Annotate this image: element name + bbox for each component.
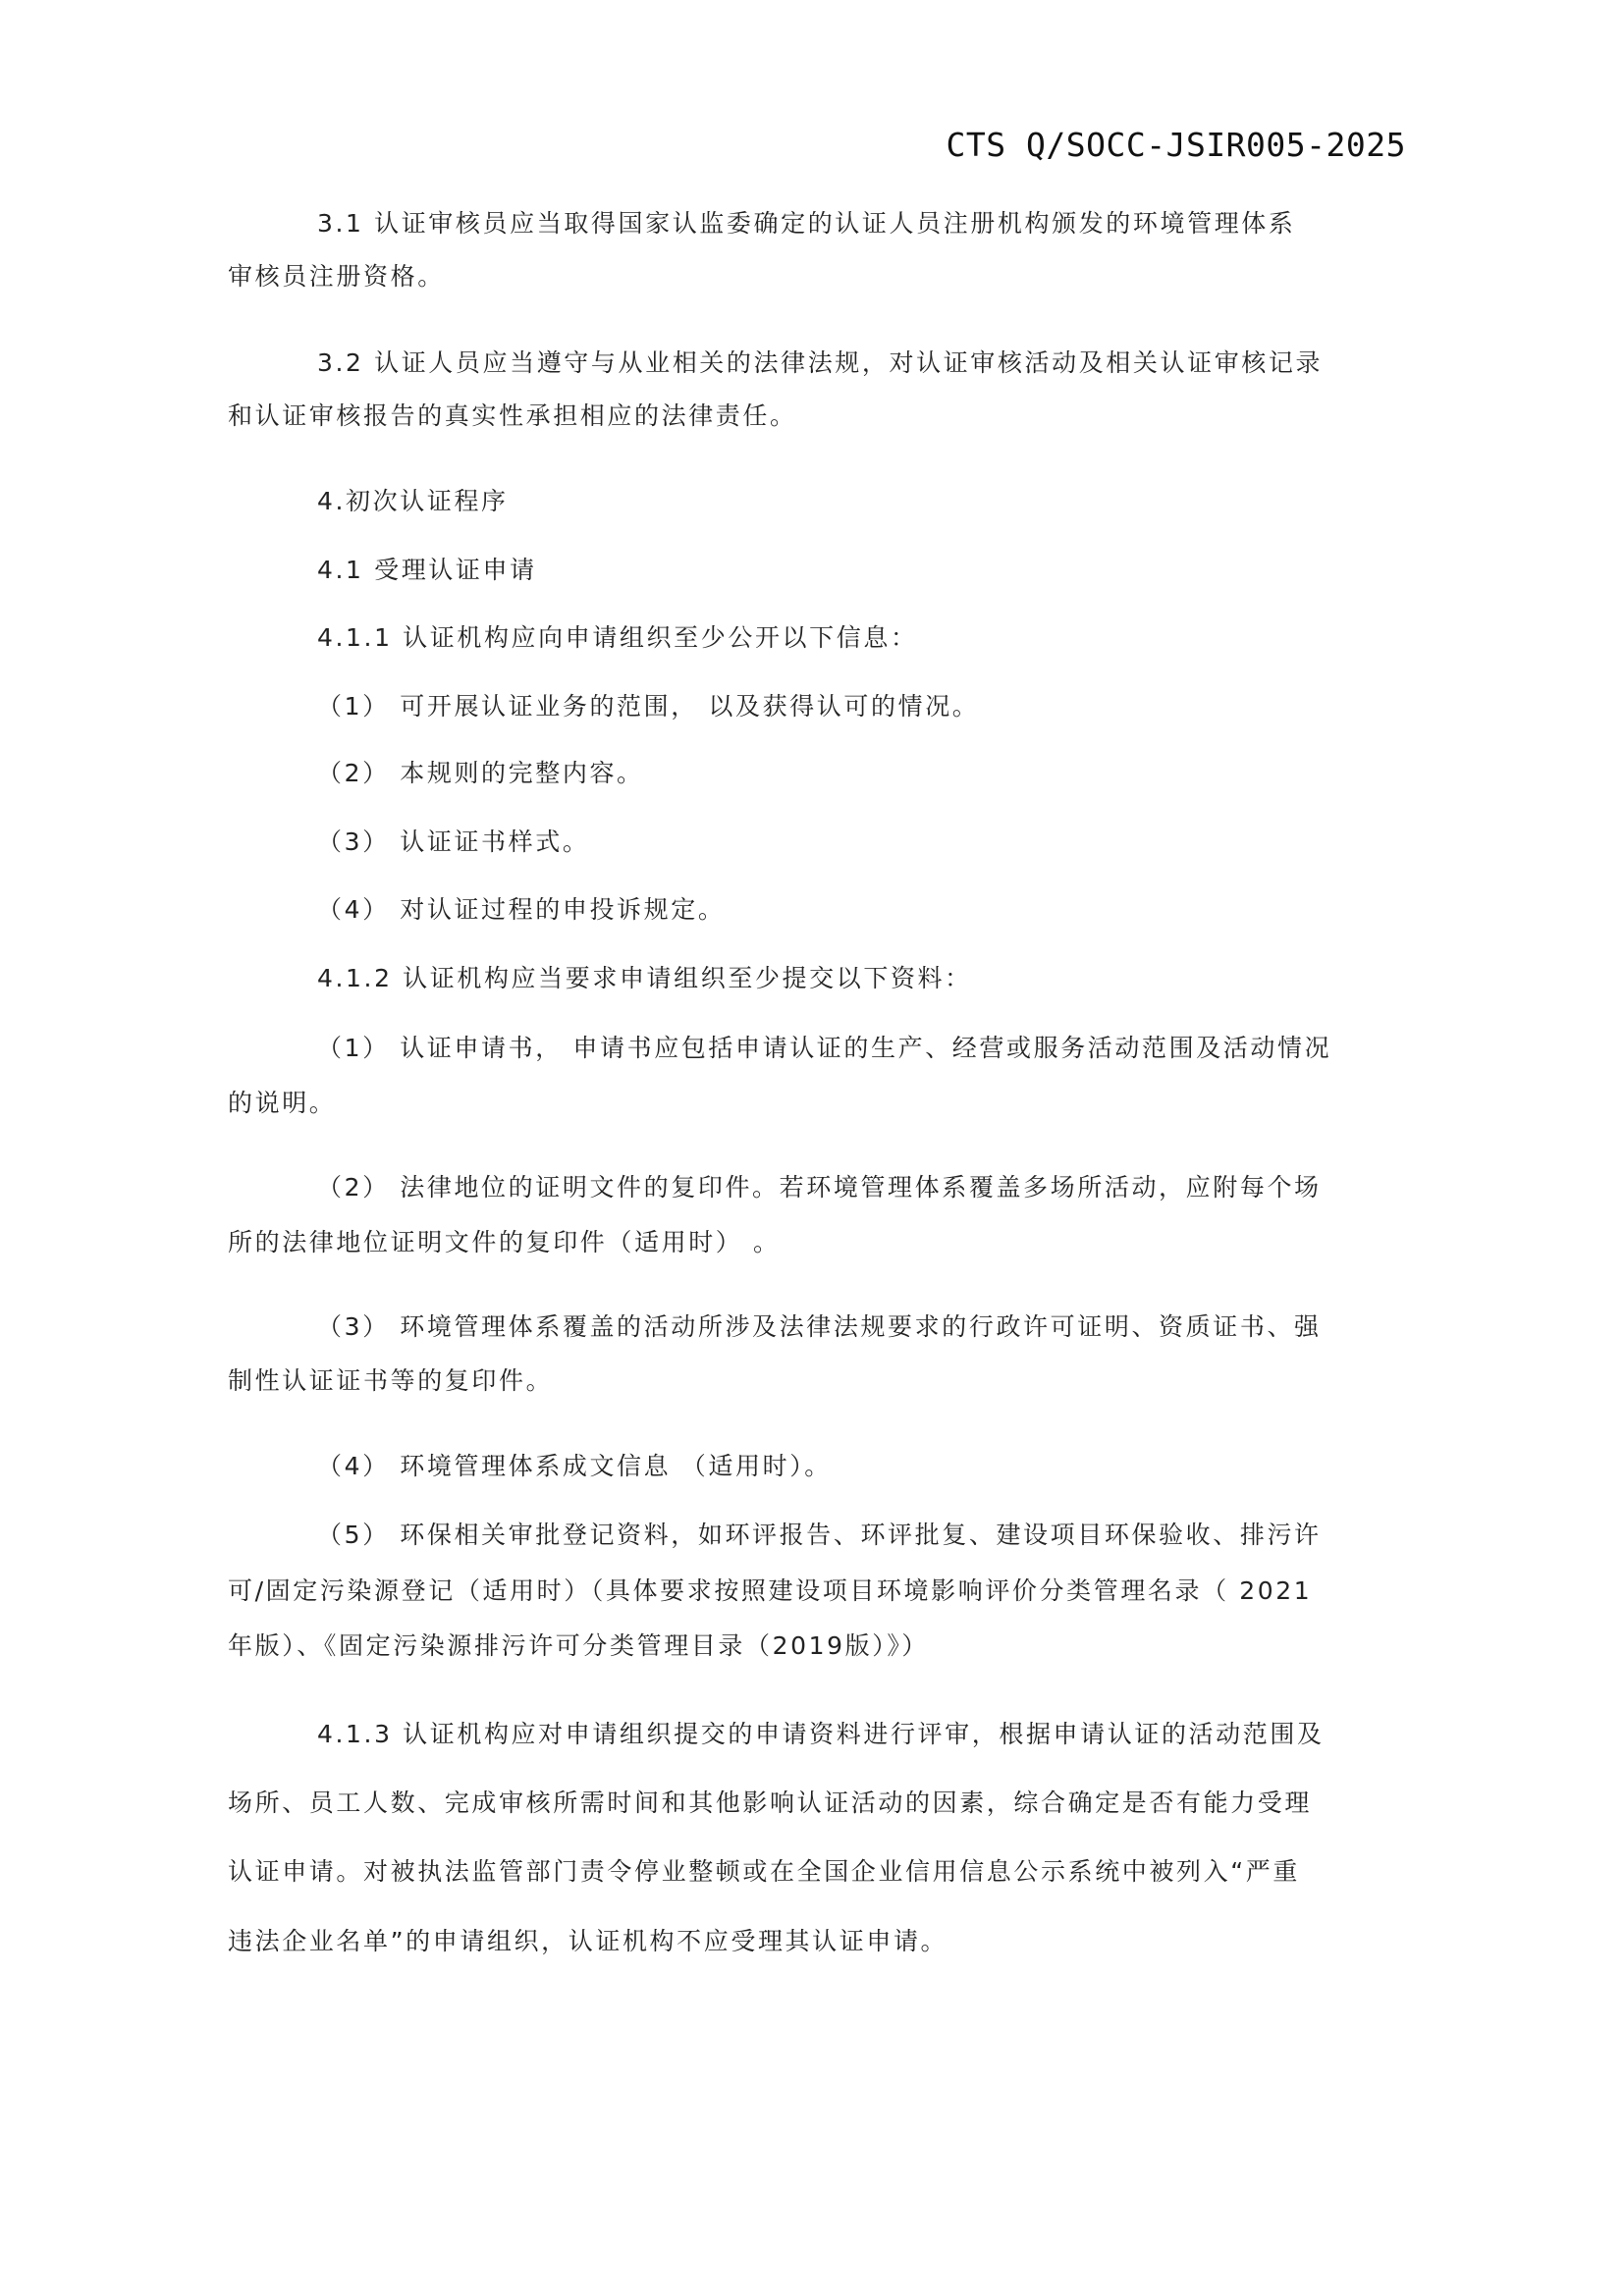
paragraph-3-2-line-1: 3.2 认证人员应当遵守与从业相关的法律法规，对认证审核活动及相关认证审核记录 bbox=[317, 348, 1324, 377]
paragraph-4-1-2: 4.1.2 认证机构应当要求申请组织至少提交以下资料： bbox=[317, 964, 972, 992]
paragraph-3-1-line-1: 3.1 认证审核员应当取得国家认监委确定的认证人员注册机构颁发的环境管理体系 bbox=[317, 209, 1296, 238]
section-heading-4-1: 4.1 受理认证申请 bbox=[317, 556, 537, 584]
list-item-line-1: （1） 认证申请书， 申请书应包括申请认证的生产、经营或服务活动范围及活动情况 bbox=[317, 1034, 1332, 1062]
list-item: （2） 本规则的完整内容。 bbox=[317, 759, 644, 787]
list-item-line-1: （5） 环保相关审批登记资料，如环评报告、环评批复、建设项目环保验收、排污许 bbox=[317, 1521, 1322, 1549]
list-item-line-1: （3） 环境管理体系覆盖的活动所涉及法律法规要求的行政许可证明、资质证书、强 bbox=[317, 1312, 1322, 1341]
list-item-line-2: 制性认证证书等的复印件。 bbox=[228, 1366, 554, 1395]
document-code: CTS Q/SOCC-JSIR005-2025 bbox=[946, 126, 1406, 164]
paragraph-3-2-line-2: 和认证审核报告的真实性承担相应的法律责任。 bbox=[228, 401, 797, 430]
section-heading-4: 4.初次认证程序 bbox=[317, 487, 509, 515]
paragraph-4-1-3-line-2: 场所、员工人数、完成审核所需时间和其他影响认证活动的因素，综合确定是否有能力受理 bbox=[228, 1789, 1313, 1817]
paragraph-4-1-3-line-4: 违法企业名单”的申请组织，认证机构不应受理其认证申请。 bbox=[228, 1927, 948, 1955]
list-item-line-2: 可/固定污染源登记（适用时）（具体要求按照建设项目环境影响评价分类管理名录（ 2021 bbox=[228, 1576, 1313, 1605]
paragraph-4-1-3-line-3: 认证申请。对被执法监管部门责令停业整顿或在全国企业信用信息公示系统中被列入“严重 bbox=[228, 1857, 1300, 1886]
list-item-line-3: 年版）、《固定污染源排污许可分类管理目录（2019版）》） bbox=[228, 1631, 930, 1660]
list-item: （1） 可开展认证业务的范围， 以及获得认可的情况。 bbox=[317, 692, 980, 721]
list-item: （3） 认证证书样式。 bbox=[317, 828, 590, 856]
paragraph-4-1-3-line-1: 4.1.3 认证机构应对申请组织提交的申请资料进行评审，根据申请认证的活动范围及 bbox=[317, 1720, 1325, 1748]
paragraph-4-1-1: 4.1.1 认证机构应向申请组织至少公开以下信息： bbox=[317, 623, 918, 652]
list-item-line-2: 所的法律地位证明文件的复印件（适用时） 。 bbox=[228, 1228, 781, 1256]
list-item-line-1: （2） 法律地位的证明文件的复印件。若环境管理体系覆盖多场所活动，应附每个场 bbox=[317, 1173, 1322, 1201]
list-item: （4） 对认证过程的申投诉规定。 bbox=[317, 895, 726, 924]
list-item-line-2: 的说明。 bbox=[228, 1089, 337, 1117]
list-item: （4） 环境管理体系成文信息 （适用时）。 bbox=[317, 1452, 832, 1480]
paragraph-3-1-line-2: 审核员注册资格。 bbox=[228, 262, 445, 291]
